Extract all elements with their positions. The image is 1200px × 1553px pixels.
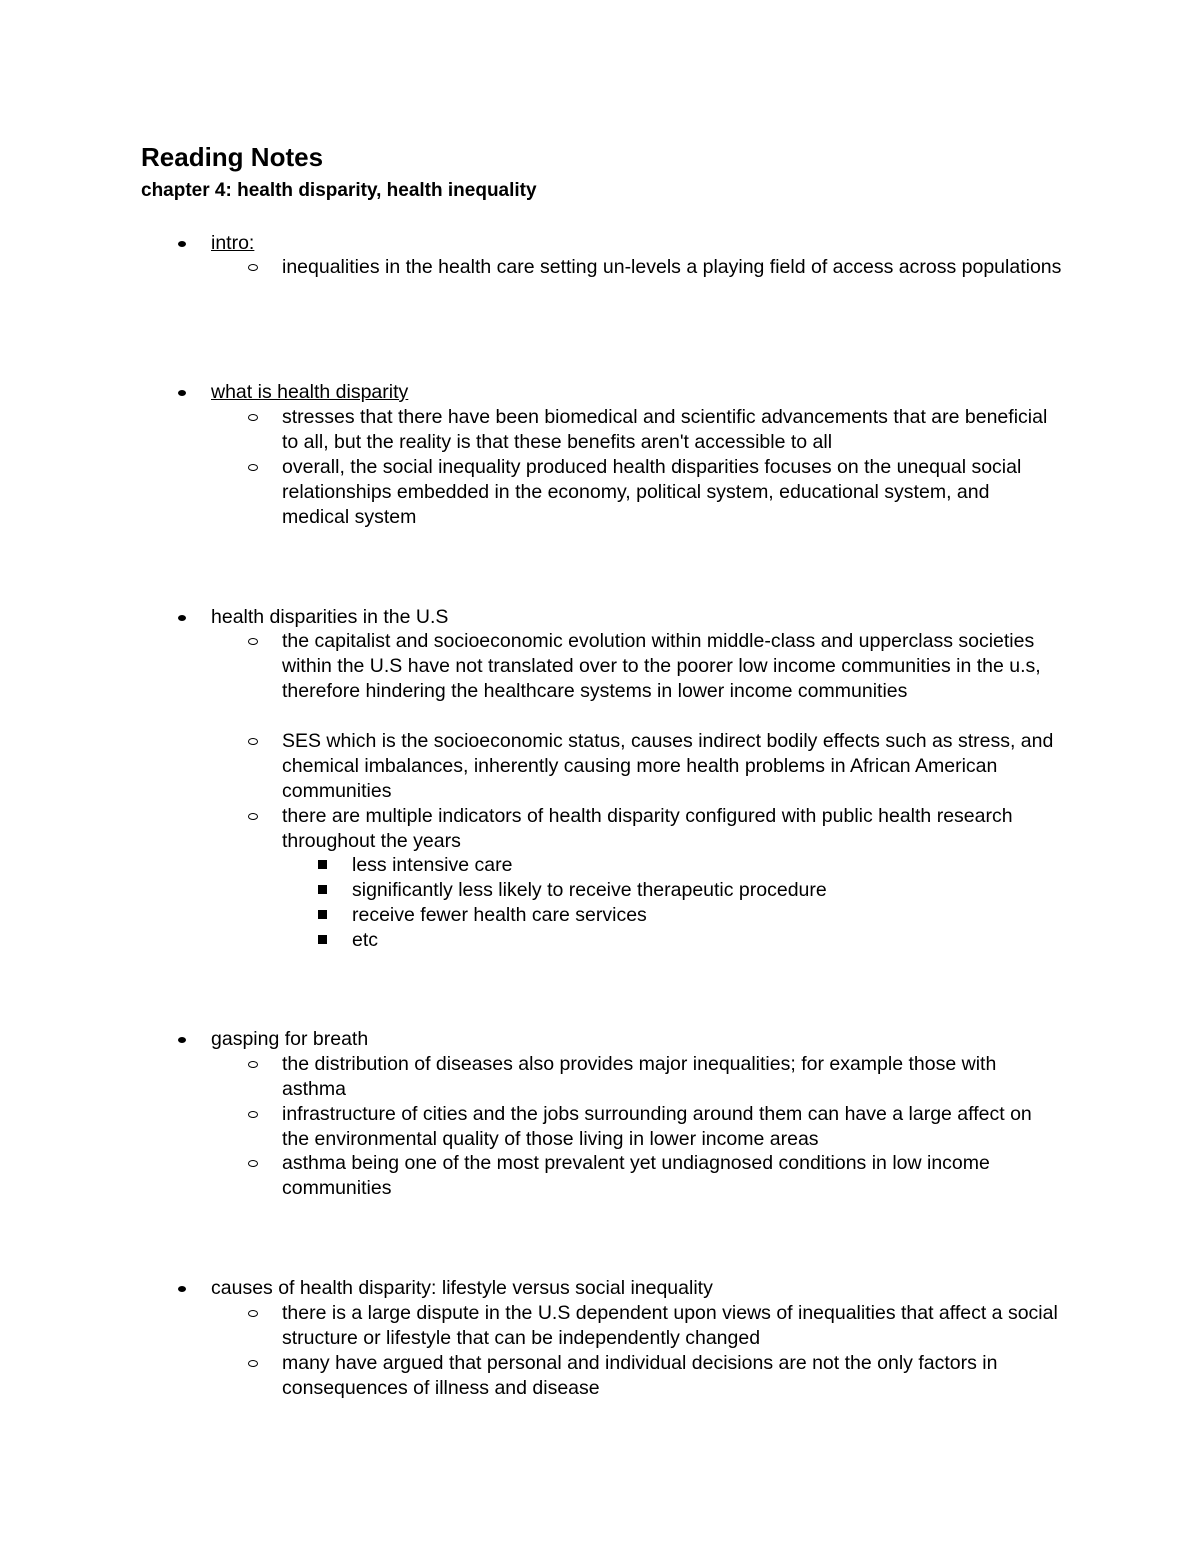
sub-list-item: etc xyxy=(352,929,379,951)
section-heading: what is health disparity xyxy=(211,381,409,403)
bullet-disc-icon xyxy=(178,390,186,396)
bullet-circle-icon xyxy=(248,1310,258,1317)
sub-list-item: receive fewer health care services xyxy=(352,904,647,926)
bullet-square-icon xyxy=(318,910,327,919)
section-heading: causes of health disparity: lifestyle versus social inequality xyxy=(211,1277,713,1299)
bullet-circle-icon xyxy=(248,738,258,745)
list-item: the distribution of diseases also provides major inequalities; for example those with asthma xyxy=(282,1053,997,1100)
bullet-circle-icon xyxy=(248,464,258,471)
section-heading: gasping for breath xyxy=(211,1028,369,1050)
list-item: overall, the social inequality produced health disparities focuses on the unequal social relationships embedded in the economy, political system, educational system, and medical system xyxy=(282,456,1022,528)
page-title: Reading Notes xyxy=(141,142,324,172)
list-item: SES which is the socioeconomic status, causes indirect bodily effects such as stress, and chemical imbalances, inherently causing more health problems in African American communities xyxy=(282,730,1054,802)
bullet-square-icon xyxy=(318,935,327,944)
bullet-circle-icon xyxy=(248,1111,258,1118)
list-item: stresses that there have been biomedical and scientific advancements that are beneficial to all, but the reality is that these benefits aren't accessible to all xyxy=(282,406,1048,453)
sub-list-item: less intensive care xyxy=(352,854,513,876)
bullet-circle-icon xyxy=(248,264,258,271)
list-item: there are multiple indicators of health disparity configured with public health research throughout the years xyxy=(282,805,1013,852)
list-item: the capitalist and socioeconomic evolution within middle-class and upperclass societies within the U.S have not translated over to the poorer low income communities in the u.s, therefore hindering the healthcare systems in lower income communities xyxy=(282,630,1041,702)
section-heading: health disparities in the U.S xyxy=(211,606,449,628)
sub-list-item: significantly less likely to receive therapeutic procedure xyxy=(352,879,827,901)
page-subtitle: chapter 4: health disparity, health inequality xyxy=(141,180,537,201)
list-item: infrastructure of cities and the jobs surrounding around them can have a large affect on the environmental quality of those living in lower income areas xyxy=(282,1103,1032,1150)
bullet-disc-icon xyxy=(178,1037,186,1043)
list-item: many have argued that personal and individual decisions are not the only factors in consequences of illness and disease xyxy=(282,1352,998,1399)
list-item: asthma being one of the most prevalent yet undiagnosed conditions in low income communities xyxy=(282,1152,990,1199)
bullet-circle-icon xyxy=(248,638,258,645)
section-heading: intro: xyxy=(211,232,255,254)
bullet-square-icon xyxy=(318,860,327,869)
bullet-circle-icon xyxy=(248,1061,258,1068)
bullet-square-icon xyxy=(318,885,327,894)
list-item: there is a large dispute in the U.S dependent upon views of inequalities that affect a social structure or lifestyle that can be independently changed xyxy=(282,1302,1058,1349)
bullet-disc-icon xyxy=(178,615,186,621)
bullet-disc-icon xyxy=(178,1286,186,1292)
bullet-circle-icon xyxy=(248,813,258,820)
list-item: inequalities in the health care setting un-levels a playing field of access across populations xyxy=(282,256,1062,278)
bullet-circle-icon xyxy=(248,1360,258,1367)
bullet-disc-icon xyxy=(178,241,186,247)
bullet-circle-icon xyxy=(248,414,258,421)
bullet-circle-icon xyxy=(248,1160,258,1167)
